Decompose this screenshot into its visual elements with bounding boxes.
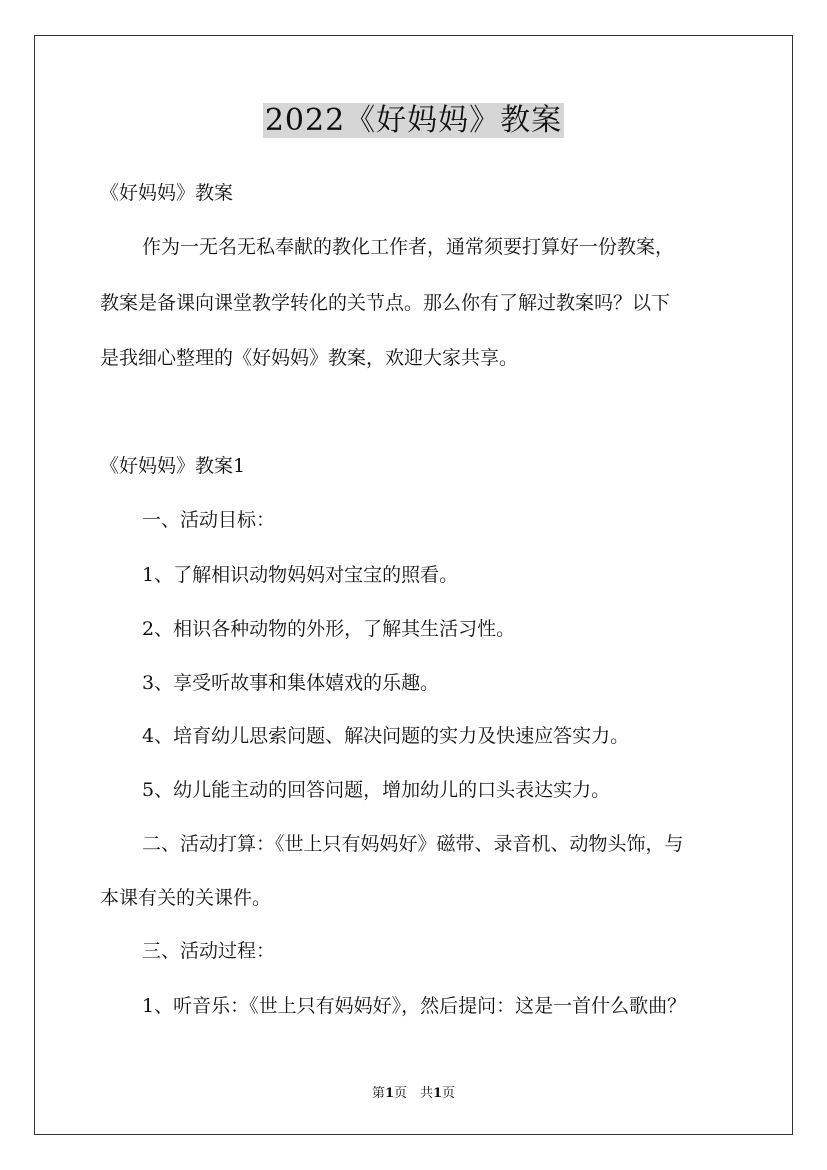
section-heading: 《好妈妈》教案1 <box>100 455 246 477</box>
goal-item-3: 3、享受听故事和集体嬉戏的乐趣。 <box>142 672 440 694</box>
page-footer <box>0 1085 827 1103</box>
goals-heading: 一、活动目标： <box>142 509 276 531</box>
document-title <box>0 100 827 142</box>
goal-item-2: 2、相识各种动物的外形，了解其生活习性。 <box>142 618 516 640</box>
footer-page-number: 1 <box>384 1086 394 1101</box>
process-step-1: 1、听音乐：《世上只有妈妈好》，然后提问：这是一首什么歌曲？ <box>142 995 687 1017</box>
footer-prefix: 第 <box>371 1086 385 1101</box>
prep-line-2: 本课有关的关课件。 <box>100 887 272 909</box>
goal-item-5: 5、幼儿能主动的回答问题，增加幼儿的口头表达实力。 <box>142 779 611 801</box>
subtitle: 《好妈妈》教案 <box>100 182 234 204</box>
intro-line-2: 教案是备课向课堂教学转化的关节点。那么你有了解过教案吗？以下 <box>100 292 671 314</box>
title-text: 2022《好妈妈》教案 <box>264 103 563 138</box>
footer-page-total: 1 <box>433 1086 443 1101</box>
footer-suffix: 页 <box>442 1086 456 1101</box>
goal-item-4: 4、培育幼儿思索问题、解决问题的实力及快速应答实力。 <box>142 725 630 747</box>
prep-line-1: 二、活动打算：《世上只有妈妈好》磁带、录音机、动物头饰，与 <box>142 833 684 855</box>
footer-mid: 页 共 <box>393 1086 433 1101</box>
intro-line-3: 是我细心整理的《好妈妈》教案，欢迎大家共享。 <box>100 347 519 369</box>
goal-item-1: 1、了解相识动物妈妈对宝宝的照看。 <box>142 564 459 586</box>
intro-line-1: 作为一无名无私奉献的教化工作者，通常须要打算好一份教案， <box>142 236 675 258</box>
process-heading: 三、活动过程： <box>142 940 276 962</box>
